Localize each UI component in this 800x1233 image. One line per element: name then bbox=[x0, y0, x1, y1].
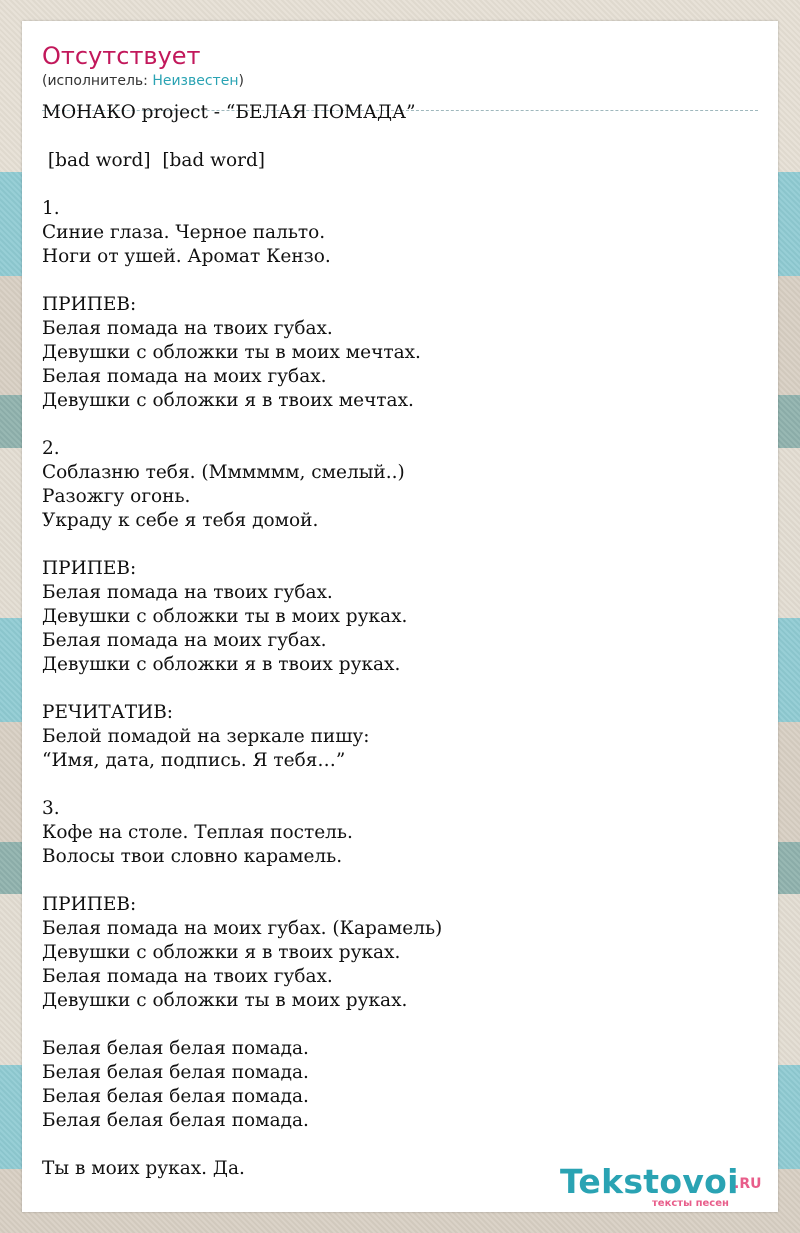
lyric-line bbox=[42, 677, 758, 701]
lyric-line bbox=[42, 125, 758, 149]
lyric-line: Девушки с обложки ты в моих руках. bbox=[42, 606, 408, 627]
lyric-line: Синие глаза. Черное пальто. bbox=[42, 222, 326, 243]
lyric-line bbox=[42, 1133, 758, 1157]
lyrics-card bbox=[22, 21, 778, 1212]
lyric-line: Белая помада на твоих губах. bbox=[42, 966, 333, 987]
lyric-line: Белая помада на твоих губах. bbox=[42, 318, 333, 339]
lyric-line bbox=[42, 413, 758, 437]
lyric-line bbox=[42, 533, 758, 557]
lyric-line: Ты в моих руках. Да. bbox=[42, 1158, 245, 1179]
lyric-line: ПРИПЕВ: bbox=[42, 894, 137, 915]
lyric-line: РЕЧИТАТИВ: bbox=[42, 702, 174, 723]
lyric-line: Девушки с обложки ты в моих руках. bbox=[42, 990, 408, 1011]
logo-domain: .RU bbox=[734, 1176, 762, 1192]
lyric-line: ПРИПЕВ: bbox=[42, 294, 137, 315]
lyric-line bbox=[42, 1013, 758, 1037]
lyric-line: МОНАКО project - “БЕЛАЯ ПОМАДА” bbox=[42, 102, 416, 123]
lyric-line bbox=[42, 173, 758, 197]
lyric-line: Девушки с обложки я в твоих руках. bbox=[42, 942, 401, 963]
lyric-line: Соблазню тебя. (Мммммм, смелый..) bbox=[42, 462, 405, 483]
lyric-line: Белая помада на моих губах. (Карамель) bbox=[42, 918, 443, 939]
lyric-line bbox=[42, 869, 758, 893]
lyric-line: Разожгу огонь. bbox=[42, 486, 191, 507]
artist-prefix: (исполнитель: bbox=[42, 73, 153, 89]
artist-suffix: ) bbox=[238, 73, 244, 89]
lyric-line: Белой помадой на зеркале пишу: bbox=[42, 726, 370, 747]
lyric-line: Девушки с обложки я в твоих руках. bbox=[42, 654, 401, 675]
lyric-line: 3. bbox=[42, 798, 60, 819]
lyric-line: Девушки с обложки я в твоих мечтах. bbox=[42, 390, 414, 411]
logo-wordmark: Tekstovoi bbox=[560, 1162, 739, 1201]
lyric-line bbox=[42, 773, 758, 797]
lyric-line: “Имя, дата, подпись. Я тебя…” bbox=[42, 750, 346, 771]
artist-link[interactable]: Неизвестен bbox=[152, 73, 239, 89]
lyric-line: Волосы твои словно карамель. bbox=[42, 846, 343, 867]
lyric-line: Белая помада на моих губах. bbox=[42, 630, 327, 651]
lyrics-text bbox=[42, 101, 758, 1181]
artist-line bbox=[42, 71, 244, 91]
lyric-line: [bad word] [bad word] bbox=[42, 150, 266, 171]
lyric-line: Ноги от ушей. Аромат Кензо. bbox=[42, 246, 331, 267]
site-logo[interactable] bbox=[560, 1164, 770, 1212]
lyric-line: 1. bbox=[42, 198, 60, 219]
lyric-line: Белая белая белая помада. bbox=[42, 1062, 309, 1083]
lyric-line: Белая белая белая помада. bbox=[42, 1038, 309, 1059]
lyric-line: Белая помада на твоих губах. bbox=[42, 582, 333, 603]
lyric-line: ПРИПЕВ: bbox=[42, 558, 137, 579]
lyric-line: 2. bbox=[42, 438, 60, 459]
song-title: Отсутствует bbox=[42, 42, 201, 70]
lyric-line: Белая белая белая помада. bbox=[42, 1086, 309, 1107]
lyric-line: Украду к себе я тебя домой. bbox=[42, 510, 319, 531]
lyric-line: Белая помада на моих губах. bbox=[42, 366, 327, 387]
lyric-line: Кофе на столе. Теплая постель. bbox=[42, 822, 353, 843]
logo-tagline: тексты песен bbox=[652, 1198, 729, 1209]
lyric-line: Белая белая белая помада. bbox=[42, 1110, 309, 1131]
lyric-line bbox=[42, 269, 758, 293]
lyric-line: Девушки с обложки ты в моих мечтах. bbox=[42, 342, 421, 363]
